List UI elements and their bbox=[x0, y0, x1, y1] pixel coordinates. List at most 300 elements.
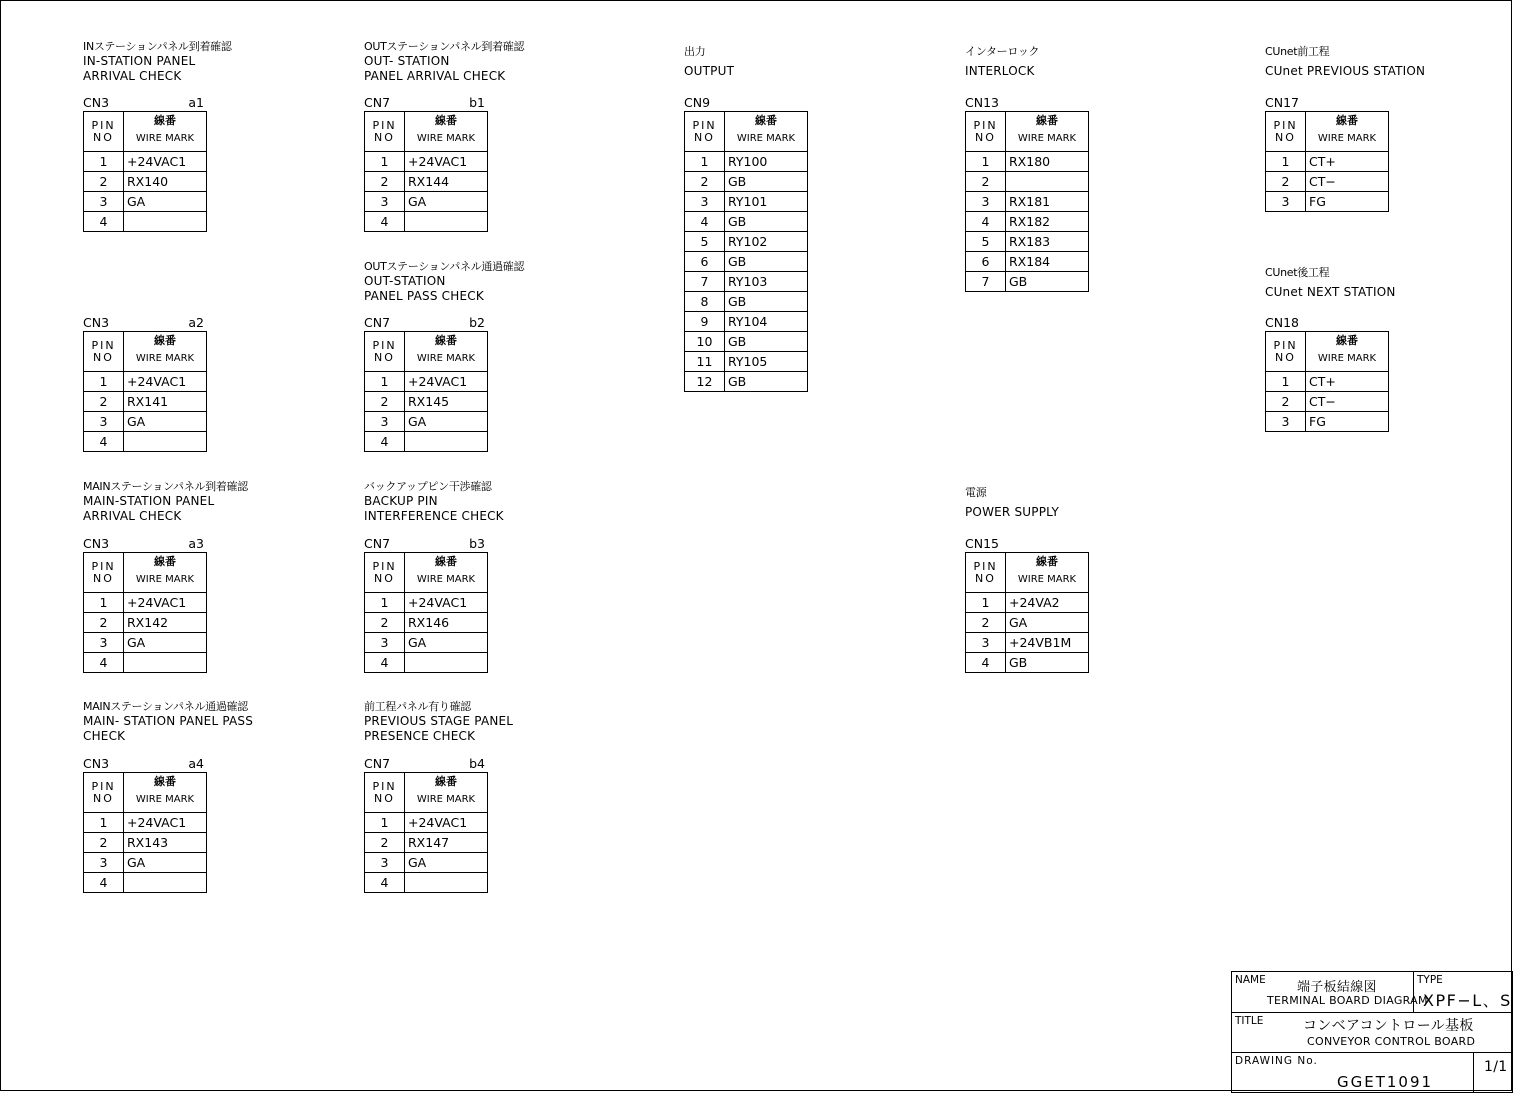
pin-number: 12 bbox=[685, 372, 725, 392]
table-row bbox=[365, 833, 488, 853]
title-en: INTERLOCK bbox=[965, 64, 1035, 78]
wire-mark-jp: 線番 bbox=[435, 334, 457, 347]
title-jp: CUnet前工程 bbox=[1265, 45, 1330, 58]
pin-no-header bbox=[685, 112, 725, 152]
wire-mark-jp: 線番 bbox=[1036, 555, 1058, 568]
connector-name: CN7 bbox=[364, 756, 391, 771]
pin-number: 4 bbox=[365, 653, 405, 673]
pin-table-cn7-b2 bbox=[364, 331, 488, 452]
table-row bbox=[84, 653, 207, 673]
pin-number: 4 bbox=[84, 432, 124, 452]
pin-number: 2 bbox=[365, 392, 405, 412]
pin-no-header bbox=[365, 773, 405, 813]
pin-number: 1 bbox=[1266, 372, 1306, 392]
pin-number: 3 bbox=[966, 192, 1006, 212]
connector-label-cn9 bbox=[684, 96, 805, 110]
wire-mark: GB bbox=[725, 252, 808, 272]
table-row bbox=[685, 232, 808, 252]
name-en: TERMINAL BOARD DIAGRAM bbox=[1267, 994, 1428, 1007]
wire-mark: CT− bbox=[1306, 172, 1389, 192]
title-jp: 電源 bbox=[965, 486, 987, 499]
pin-table-cn3-a4 bbox=[83, 772, 207, 893]
pin-number: 10 bbox=[685, 332, 725, 352]
wire-mark-en: WIRE MARK bbox=[135, 353, 195, 364]
header-row bbox=[365, 112, 488, 152]
table-row bbox=[84, 212, 207, 232]
wire-mark: RX145 bbox=[405, 392, 488, 412]
connector-position: b4 bbox=[469, 756, 485, 771]
header-row bbox=[84, 332, 207, 372]
pin-number: 2 bbox=[966, 613, 1006, 633]
pin-number: 1 bbox=[365, 813, 405, 833]
block-title-cn7-b4 bbox=[364, 699, 624, 744]
title-jp: コンベアコントロール基板 bbox=[1303, 1018, 1474, 1034]
title-jp: INステーションパネル到着確認 bbox=[83, 40, 232, 53]
wire-mark: +24VAC1 bbox=[124, 372, 207, 392]
pin-no-header bbox=[365, 553, 405, 593]
wire-mark-en: WIRE MARK bbox=[1317, 133, 1377, 144]
pin-no-label: PIN NO bbox=[1273, 119, 1298, 144]
title-en: OUTPUT bbox=[684, 64, 735, 78]
table-row bbox=[966, 613, 1089, 633]
connector-name: CN7 bbox=[364, 315, 391, 330]
wire-mark: CT+ bbox=[1306, 152, 1389, 172]
wire-mark: GB bbox=[725, 172, 808, 192]
wire-mark: RX180 bbox=[1006, 152, 1089, 172]
connector-label-cn13 bbox=[965, 96, 1086, 110]
connector-label-cn15 bbox=[965, 537, 1086, 551]
wire-mark-header bbox=[1006, 553, 1089, 593]
pin-table-cn3-a1 bbox=[83, 111, 207, 232]
pin-number: 2 bbox=[365, 172, 405, 192]
title-en: CUnet PREVIOUS STATION bbox=[1265, 64, 1426, 78]
table-row bbox=[365, 432, 488, 452]
pin-number: 2 bbox=[966, 172, 1006, 192]
table-row bbox=[966, 172, 1089, 192]
pin-no-label: PIN NO bbox=[91, 780, 116, 805]
wire-mark: RX143 bbox=[124, 833, 207, 853]
pin-no-label: PIN NO bbox=[372, 780, 397, 805]
pin-no-label: PIN NO bbox=[91, 560, 116, 585]
pin-number: 1 bbox=[365, 593, 405, 613]
wire-mark: +24VAC1 bbox=[124, 152, 207, 172]
pin-number: 1 bbox=[365, 372, 405, 392]
pin-number: 1 bbox=[84, 152, 124, 172]
table-row bbox=[966, 593, 1089, 613]
pin-number: 1 bbox=[365, 152, 405, 172]
wire-mark-en: WIRE MARK bbox=[1317, 353, 1377, 364]
header-row bbox=[84, 112, 207, 152]
block-title-cn13 bbox=[965, 44, 1225, 79]
pin-table-cn18 bbox=[1265, 331, 1389, 432]
wire-mark: GB bbox=[725, 372, 808, 392]
table-row bbox=[365, 853, 488, 873]
connector-name: CN3 bbox=[83, 536, 110, 551]
connector-position: b2 bbox=[469, 315, 485, 330]
pin-no-label: PIN NO bbox=[91, 339, 116, 364]
table-row bbox=[84, 833, 207, 853]
table-row bbox=[685, 212, 808, 232]
pin-number: 3 bbox=[966, 633, 1006, 653]
wire-mark: GA bbox=[405, 412, 488, 432]
header-row bbox=[84, 773, 207, 813]
title-jp: CUnet後工程 bbox=[1265, 266, 1330, 279]
wire-mark-en: WIRE MARK bbox=[736, 133, 796, 144]
wire-mark: GB bbox=[725, 292, 808, 312]
pin-number: 7 bbox=[685, 272, 725, 292]
pin-no-label: PIN NO bbox=[1273, 339, 1298, 364]
connector-position: b1 bbox=[469, 95, 485, 110]
pin-number: 9 bbox=[685, 312, 725, 332]
connector-name: CN9 bbox=[684, 95, 711, 110]
wire-mark: RX140 bbox=[124, 172, 207, 192]
connector-label-cn7-b4 bbox=[364, 757, 485, 771]
wire-mark-en: WIRE MARK bbox=[416, 574, 476, 585]
wire-mark-header bbox=[124, 332, 207, 372]
pin-number: 3 bbox=[84, 853, 124, 873]
pin-number: 1 bbox=[84, 372, 124, 392]
block-title-cn7-b2 bbox=[364, 259, 624, 304]
wire-mark-en: WIRE MARK bbox=[1017, 133, 1077, 144]
title-en: POWER SUPPLY bbox=[965, 505, 1059, 519]
wire-mark: +24VAC1 bbox=[405, 152, 488, 172]
connector-label-cn3-a2 bbox=[83, 316, 204, 330]
wire-mark: GB bbox=[1006, 653, 1089, 673]
wire-mark: GB bbox=[725, 212, 808, 232]
title-jp: OUTステーションパネル通過確認 bbox=[364, 260, 525, 273]
wire-mark-header bbox=[405, 332, 488, 372]
pin-number: 3 bbox=[1266, 192, 1306, 212]
table-row bbox=[84, 613, 207, 633]
pin-number: 7 bbox=[966, 272, 1006, 292]
pin-number: 2 bbox=[1266, 392, 1306, 412]
pin-table-cn9 bbox=[684, 111, 808, 392]
connector-name: CN3 bbox=[83, 756, 110, 771]
connector-name: CN7 bbox=[364, 95, 391, 110]
wire-mark-header bbox=[405, 553, 488, 593]
wire-mark-en: WIRE MARK bbox=[1017, 574, 1077, 585]
pin-no-header bbox=[1266, 112, 1306, 152]
pin-number: 2 bbox=[685, 172, 725, 192]
wire-mark-header bbox=[1306, 332, 1389, 372]
wire-mark: CT− bbox=[1306, 392, 1389, 412]
connector-name: CN7 bbox=[364, 536, 391, 551]
wire-mark-header bbox=[725, 112, 808, 152]
title-en: PREVIOUS STAGE PANEL PRESENCE CHECK bbox=[364, 714, 514, 743]
pin-no-header bbox=[365, 332, 405, 372]
table-row bbox=[966, 252, 1089, 272]
pin-no-header bbox=[966, 112, 1006, 152]
pin-no-header bbox=[1266, 332, 1306, 372]
wire-mark-jp: 線番 bbox=[1336, 334, 1358, 347]
connector-label-cn18 bbox=[1265, 316, 1386, 330]
wire-mark: RX142 bbox=[124, 613, 207, 633]
wire-mark: +24VAC1 bbox=[124, 813, 207, 833]
name-jp: 端子板結線図 bbox=[1297, 980, 1377, 995]
pin-no-label: PIN NO bbox=[692, 119, 717, 144]
header-row bbox=[365, 332, 488, 372]
pin-number: 5 bbox=[685, 232, 725, 252]
header-row bbox=[966, 112, 1089, 152]
connector-label-cn7-b2 bbox=[364, 316, 485, 330]
wire-mark: GA bbox=[124, 412, 207, 432]
wire-mark-header bbox=[124, 553, 207, 593]
wire-mark: FG bbox=[1306, 192, 1389, 212]
pin-number: 5 bbox=[966, 232, 1006, 252]
pin-number: 4 bbox=[365, 873, 405, 893]
pin-number: 3 bbox=[84, 412, 124, 432]
header-row bbox=[966, 553, 1089, 593]
connector-label-cn3-a3 bbox=[83, 537, 204, 551]
wire-mark: GA bbox=[405, 633, 488, 653]
connector-name: CN3 bbox=[83, 95, 110, 110]
connector-label-cn17 bbox=[1265, 96, 1386, 110]
wire-mark-jp: 線番 bbox=[1036, 114, 1058, 127]
wire-mark: GA bbox=[124, 192, 207, 212]
wire-mark bbox=[124, 873, 207, 893]
header-row bbox=[365, 553, 488, 593]
table-row bbox=[84, 152, 207, 172]
drawing-label: DRAWING No. bbox=[1235, 1055, 1318, 1067]
pin-no-label: PIN NO bbox=[973, 119, 998, 144]
wire-mark: RX182 bbox=[1006, 212, 1089, 232]
wire-mark: RX141 bbox=[124, 392, 207, 412]
wire-mark bbox=[405, 432, 488, 452]
pin-table-cn15 bbox=[965, 552, 1089, 673]
table-row bbox=[84, 412, 207, 432]
wire-mark-en: WIRE MARK bbox=[135, 133, 195, 144]
table-row bbox=[365, 152, 488, 172]
wire-mark-header bbox=[1306, 112, 1389, 152]
title-en: BACKUP PIN INTERFERENCE CHECK bbox=[364, 494, 504, 523]
table-row bbox=[365, 192, 488, 212]
connector-name: CN17 bbox=[1265, 95, 1299, 110]
pin-number: 8 bbox=[685, 292, 725, 312]
title-block bbox=[1231, 971, 1513, 1093]
pin-number: 2 bbox=[84, 833, 124, 853]
wire-mark-en: WIRE MARK bbox=[135, 574, 195, 585]
pin-no-header bbox=[966, 553, 1006, 593]
table-row bbox=[84, 392, 207, 412]
pin-number: 2 bbox=[365, 613, 405, 633]
pin-number: 2 bbox=[84, 613, 124, 633]
table-row bbox=[685, 352, 808, 372]
table-row bbox=[685, 372, 808, 392]
title-en: IN-STATION PANEL ARRIVAL CHECK bbox=[83, 54, 196, 83]
wire-mark: GA bbox=[124, 633, 207, 653]
block-title-cn7-b3 bbox=[364, 479, 624, 524]
table-row bbox=[365, 873, 488, 893]
wire-mark bbox=[405, 873, 488, 893]
table-row bbox=[84, 432, 207, 452]
table-row bbox=[84, 853, 207, 873]
wire-mark-jp: 線番 bbox=[435, 775, 457, 788]
pin-no-header bbox=[84, 112, 124, 152]
connector-position: a4 bbox=[188, 756, 204, 771]
pin-number: 2 bbox=[84, 172, 124, 192]
pin-no-header bbox=[84, 773, 124, 813]
title-jp: 出力 bbox=[684, 45, 706, 58]
wire-mark: FG bbox=[1306, 412, 1389, 432]
table-row bbox=[966, 232, 1089, 252]
pin-number: 6 bbox=[966, 252, 1006, 272]
table-row bbox=[685, 152, 808, 172]
wire-mark: +24VB1M bbox=[1006, 633, 1089, 653]
header-row bbox=[1266, 112, 1389, 152]
wire-mark bbox=[124, 212, 207, 232]
table-row bbox=[84, 192, 207, 212]
pin-number: 4 bbox=[84, 873, 124, 893]
type-label: TYPE bbox=[1417, 974, 1443, 986]
wire-mark: RX181 bbox=[1006, 192, 1089, 212]
table-row bbox=[1266, 392, 1389, 412]
pin-table-cn7-b3 bbox=[364, 552, 488, 673]
connector-name: CN3 bbox=[83, 315, 110, 330]
pin-number: 3 bbox=[1266, 412, 1306, 432]
pin-number: 3 bbox=[365, 633, 405, 653]
connector-position: a3 bbox=[188, 536, 204, 551]
table-row bbox=[685, 292, 808, 312]
table-row bbox=[966, 212, 1089, 232]
wire-mark-header bbox=[405, 773, 488, 813]
pin-number: 11 bbox=[685, 352, 725, 372]
table-row bbox=[365, 412, 488, 432]
title-jp: MAINステーションパネル到着確認 bbox=[83, 480, 248, 493]
pin-number: 4 bbox=[84, 212, 124, 232]
table-row bbox=[685, 252, 808, 272]
block-title-cn9 bbox=[684, 44, 944, 79]
pin-number: 1 bbox=[84, 593, 124, 613]
wire-mark-jp: 線番 bbox=[435, 114, 457, 127]
wire-mark bbox=[124, 653, 207, 673]
connector-label-cn3-a1 bbox=[83, 96, 204, 110]
pin-number: 4 bbox=[685, 212, 725, 232]
table-row bbox=[966, 192, 1089, 212]
wire-mark-jp: 線番 bbox=[154, 555, 176, 568]
wire-mark-header bbox=[124, 112, 207, 152]
block-title-cn15 bbox=[965, 485, 1225, 520]
table-row bbox=[1266, 192, 1389, 212]
pin-number: 1 bbox=[685, 152, 725, 172]
table-row bbox=[685, 192, 808, 212]
type-value: XPF−L、S bbox=[1423, 991, 1512, 1010]
table-row bbox=[84, 593, 207, 613]
table-row bbox=[966, 152, 1089, 172]
table-row bbox=[1266, 412, 1389, 432]
wire-mark: GB bbox=[1006, 272, 1089, 292]
pin-number: 4 bbox=[365, 432, 405, 452]
pin-table-cn17 bbox=[1265, 111, 1389, 212]
pin-number: 4 bbox=[966, 212, 1006, 232]
table-row bbox=[685, 312, 808, 332]
pin-no-label: PIN NO bbox=[372, 560, 397, 585]
pin-table-cn7-b1 bbox=[364, 111, 488, 232]
pin-table-cn3-a2 bbox=[83, 331, 207, 452]
connector-name: CN18 bbox=[1265, 315, 1299, 330]
pin-number: 2 bbox=[1266, 172, 1306, 192]
wire-mark: +24VAC1 bbox=[124, 593, 207, 613]
pin-number: 4 bbox=[966, 653, 1006, 673]
table-row bbox=[685, 272, 808, 292]
wire-mark: RY100 bbox=[725, 152, 808, 172]
wire-mark: GA bbox=[405, 853, 488, 873]
wire-mark-jp: 線番 bbox=[154, 114, 176, 127]
wire-mark-en: WIRE MARK bbox=[416, 133, 476, 144]
wire-mark-header bbox=[1006, 112, 1089, 152]
connector-name: CN15 bbox=[965, 536, 999, 551]
title-jp: MAINステーションパネル通過確認 bbox=[83, 700, 248, 713]
wire-mark bbox=[405, 653, 488, 673]
pin-number: 3 bbox=[84, 192, 124, 212]
wire-mark: RX183 bbox=[1006, 232, 1089, 252]
header-row bbox=[1266, 332, 1389, 372]
pin-number: 6 bbox=[685, 252, 725, 272]
table-row bbox=[84, 873, 207, 893]
pin-number: 3 bbox=[365, 853, 405, 873]
table-row bbox=[365, 813, 488, 833]
wire-mark: GA bbox=[405, 192, 488, 212]
table-row bbox=[365, 372, 488, 392]
table-row bbox=[966, 633, 1089, 653]
pin-number: 3 bbox=[365, 192, 405, 212]
wire-mark: RX184 bbox=[1006, 252, 1089, 272]
wire-mark: RY103 bbox=[725, 272, 808, 292]
wire-mark-jp: 線番 bbox=[435, 555, 457, 568]
connector-label-cn3-a4 bbox=[83, 757, 204, 771]
connector-position: b3 bbox=[469, 536, 485, 551]
wire-mark-jp: 線番 bbox=[1336, 114, 1358, 127]
block-title-cn18 bbox=[1265, 265, 1515, 300]
pin-no-label: PIN NO bbox=[973, 560, 998, 585]
connector-label-cn7-b1 bbox=[364, 96, 485, 110]
wire-mark-en: WIRE MARK bbox=[416, 353, 476, 364]
pin-table-cn7-b4 bbox=[364, 772, 488, 893]
wire-mark-jp: 線番 bbox=[755, 114, 777, 127]
pin-number: 1 bbox=[966, 152, 1006, 172]
title-en: MAIN-STATION PANEL ARRIVAL CHECK bbox=[83, 494, 215, 523]
pin-number: 3 bbox=[84, 633, 124, 653]
block-title-cn3-a3 bbox=[83, 479, 343, 524]
title-en: OUT-STATION PANEL PASS CHECK bbox=[364, 274, 484, 303]
table-row bbox=[1266, 172, 1389, 192]
wire-mark: RY105 bbox=[725, 352, 808, 372]
wire-mark: +24VAC1 bbox=[405, 593, 488, 613]
pin-number: 1 bbox=[1266, 152, 1306, 172]
title-en: MAIN- STATION PANEL PASS CHECK bbox=[83, 714, 254, 743]
wire-mark-en: WIRE MARK bbox=[416, 794, 476, 805]
pin-number: 1 bbox=[966, 593, 1006, 613]
table-row bbox=[84, 172, 207, 192]
pin-number: 4 bbox=[365, 212, 405, 232]
pin-number: 3 bbox=[365, 412, 405, 432]
wire-mark: GA bbox=[124, 853, 207, 873]
pin-table-cn3-a3 bbox=[83, 552, 207, 673]
table-row bbox=[365, 593, 488, 613]
connector-name: CN13 bbox=[965, 95, 999, 110]
wire-mark: GB bbox=[725, 332, 808, 352]
title-en: CUnet NEXT STATION bbox=[1265, 285, 1396, 299]
table-row bbox=[365, 392, 488, 412]
wire-mark: CT+ bbox=[1306, 372, 1389, 392]
drawing-number: GGET1091 bbox=[1337, 1073, 1434, 1091]
wire-mark: RX147 bbox=[405, 833, 488, 853]
wire-mark: RX146 bbox=[405, 613, 488, 633]
wire-mark: RY102 bbox=[725, 232, 808, 252]
wire-mark bbox=[405, 212, 488, 232]
connector-label-cn7-b3 bbox=[364, 537, 485, 551]
table-row bbox=[685, 332, 808, 352]
title-jp: OUTステーションパネル到着確認 bbox=[364, 40, 525, 53]
